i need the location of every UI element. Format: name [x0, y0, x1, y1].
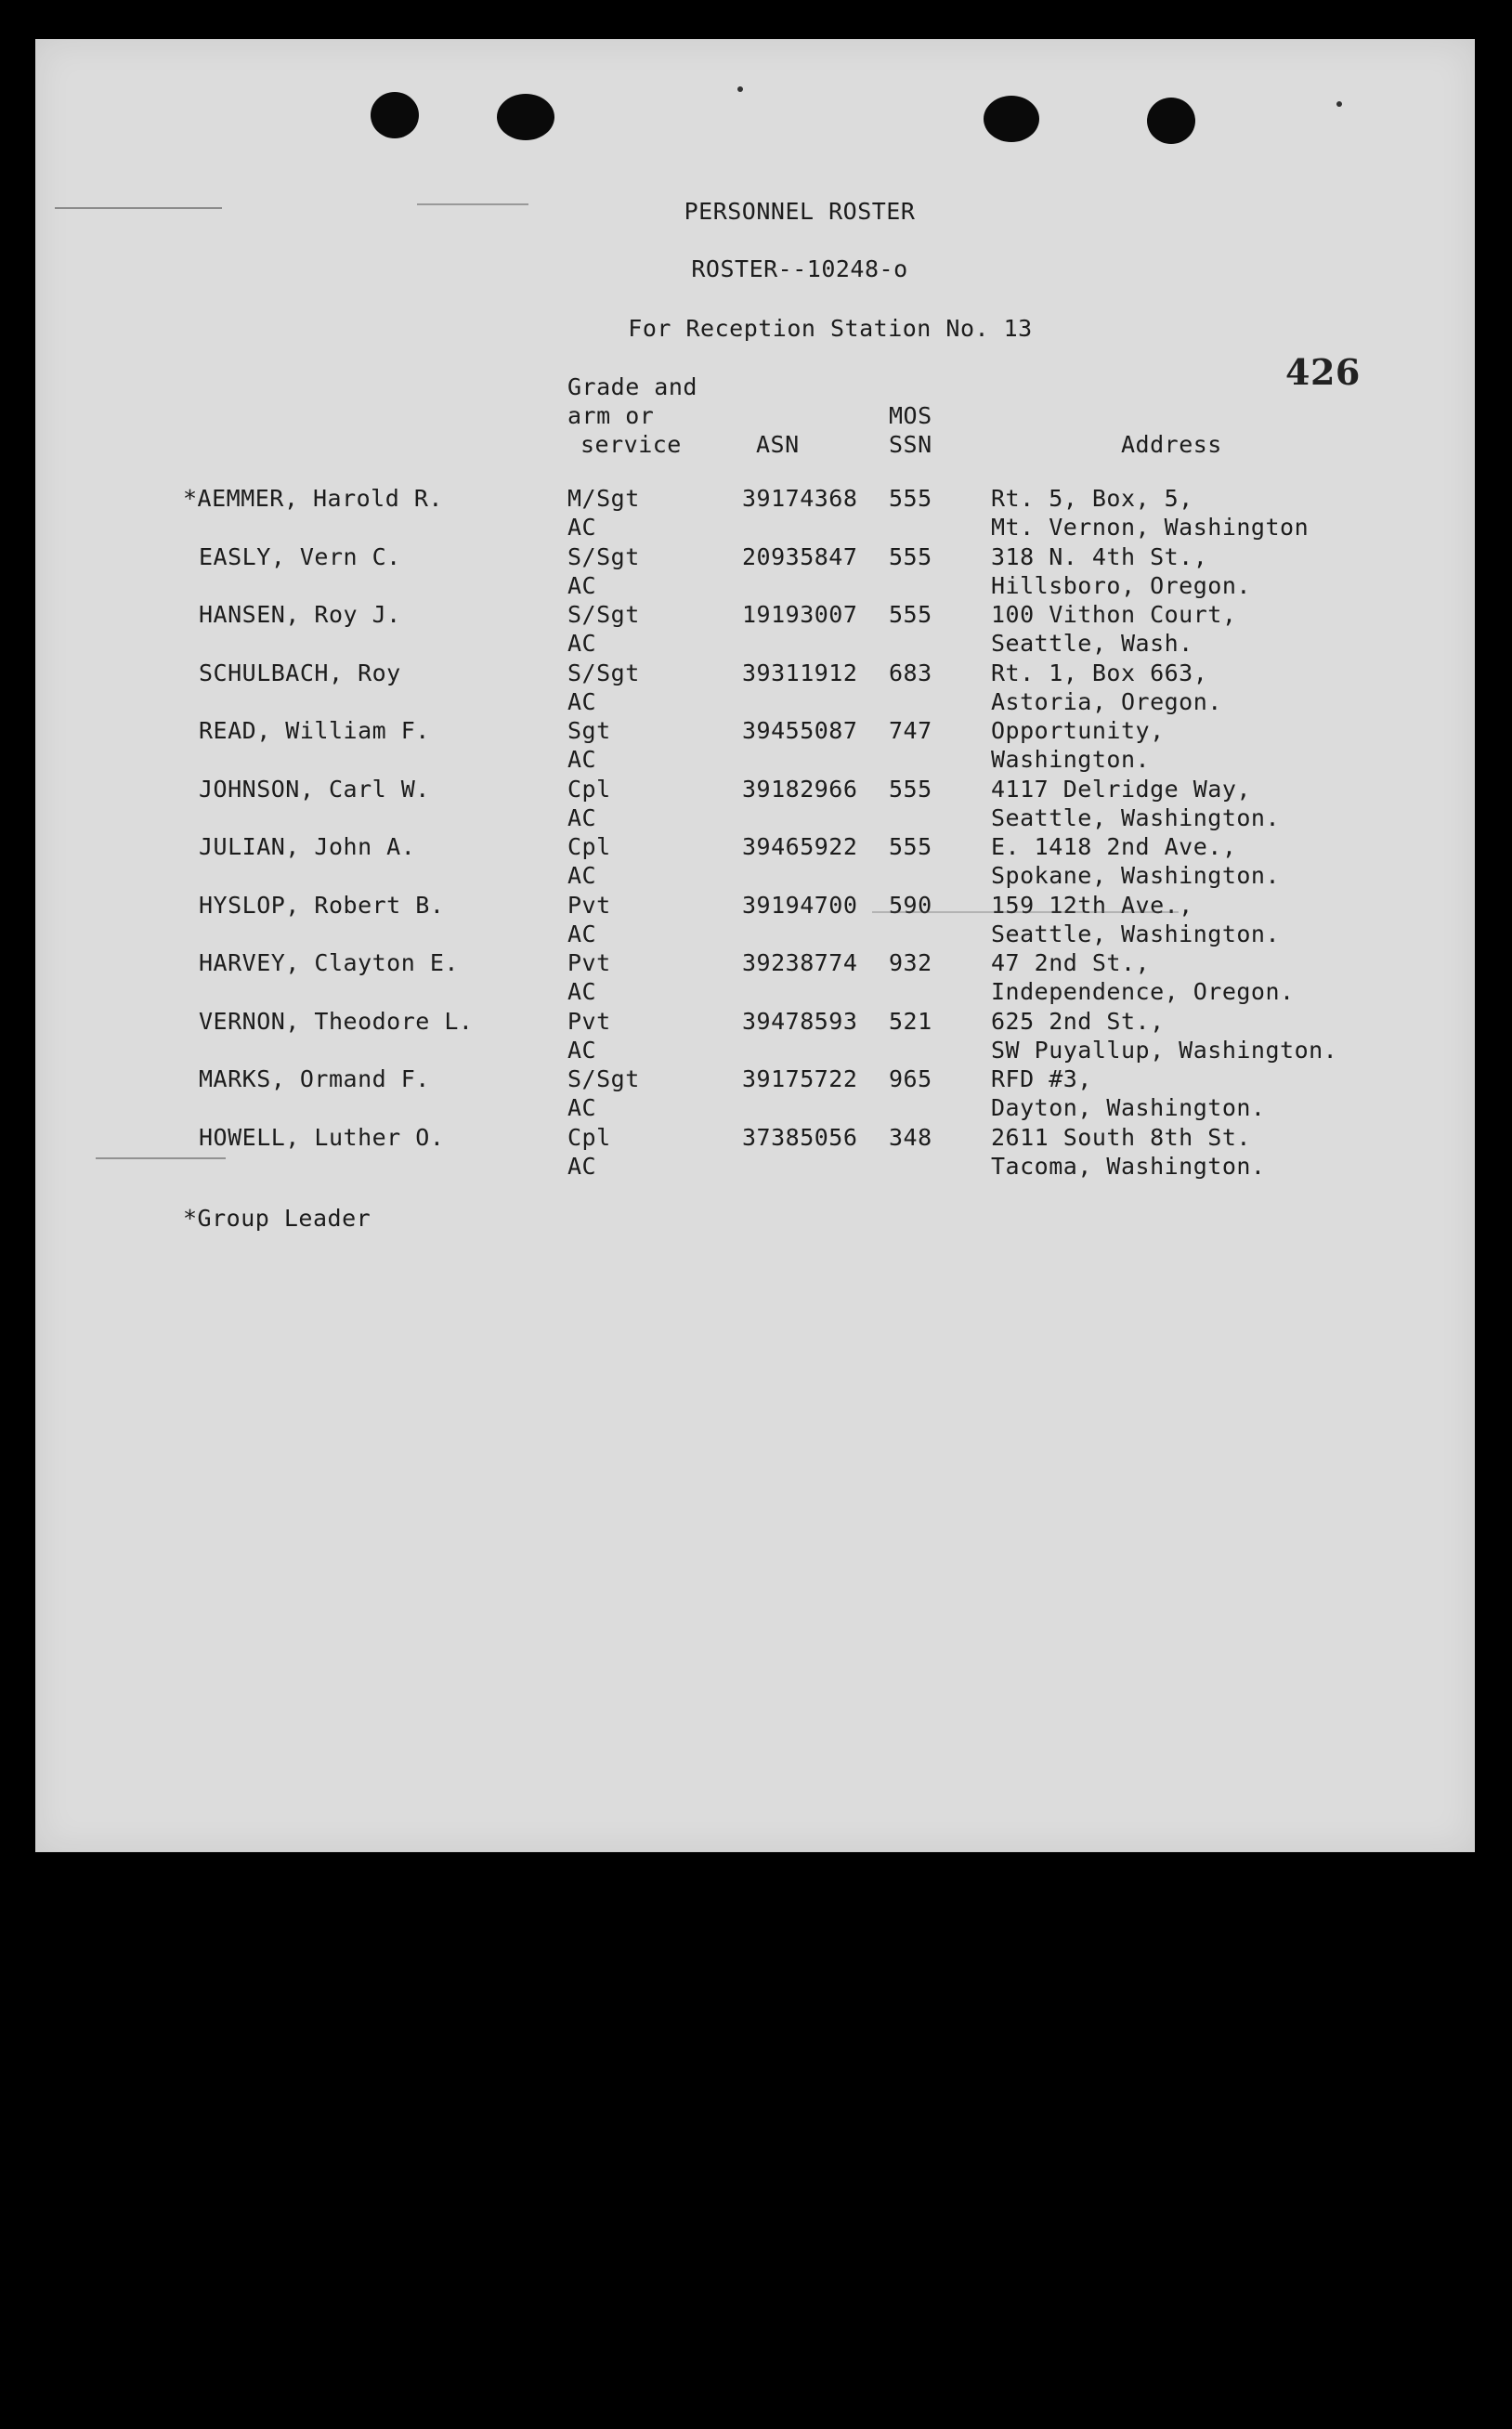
arm-cell: AC [567, 687, 597, 715]
header-grade-1: Grade and [567, 373, 697, 400]
mos-cell: 348 [889, 1123, 932, 1151]
asn-cell: 39194700 [742, 891, 858, 919]
arm-cell: AC [567, 514, 597, 541]
roster-number: ROSTER--10248-o [691, 255, 908, 282]
grade-cell: Cpl [567, 833, 611, 860]
punch-hole [497, 94, 554, 140]
address-line-1: Opportunity, [991, 717, 1165, 744]
address-line-2: Astoria, Oregon. [991, 687, 1222, 715]
arm-cell: AC [567, 746, 597, 773]
arm-cell: AC [567, 978, 597, 1005]
address-line-1: 47 2nd St., [991, 949, 1151, 976]
asn-cell: 39238774 [742, 949, 858, 976]
table-row [36, 775, 1474, 832]
asn-cell: 19193007 [742, 601, 858, 628]
grade-cell: Cpl [567, 775, 611, 803]
grade-cell: S/Sgt [567, 542, 640, 570]
address-line-1: 625 2nd St., [991, 1007, 1165, 1035]
asn-cell: 39182966 [742, 775, 858, 803]
address-line-1: 4117 Delridge Way, [991, 775, 1251, 803]
grade-cell: S/Sgt [567, 601, 640, 628]
address-line-1: 318 N. 4th St., [991, 542, 1208, 570]
grade-cell: Cpl [567, 1123, 611, 1151]
arm-cell: AC [567, 920, 597, 947]
address-line-2: Dayton, Washington. [991, 1094, 1266, 1121]
grade-cell: Pvt [567, 949, 611, 976]
mos-cell: 555 [889, 601, 932, 628]
mos-cell: 555 [889, 775, 932, 803]
header-mos: MOS [889, 402, 932, 429]
name-cell: HYSLOP, Robert B. [199, 891, 445, 919]
table-row [36, 659, 1474, 716]
asn-cell: 37385056 [742, 1123, 858, 1151]
address-line-2: Seattle, Washington. [991, 803, 1281, 831]
mos-cell: 521 [889, 1007, 932, 1035]
grade-cell: Pvt [567, 1007, 611, 1035]
address-line-2: Independence, Oregon. [991, 978, 1295, 1005]
mos-cell: 965 [889, 1065, 932, 1092]
name-cell: JULIAN, John A. [199, 833, 416, 860]
name-cell: JOHNSON, Carl W. [199, 775, 430, 803]
address-line-1: RFD #3, [991, 1065, 1092, 1092]
stray-mark [96, 1157, 226, 1159]
header-asn: ASN [756, 431, 800, 458]
table-row [36, 948, 1474, 1006]
mos-cell: 590 [889, 891, 932, 919]
stray-mark [872, 911, 1179, 913]
footnote: *Group Leader [183, 1205, 371, 1232]
arm-cell: AC [567, 1036, 597, 1064]
header-grade-2: arm or [567, 402, 655, 429]
grade-cell: S/Sgt [567, 1065, 640, 1092]
stray-mark [55, 207, 222, 209]
table-row [36, 600, 1474, 658]
grade-cell: Sgt [567, 717, 611, 744]
asn-cell: 39465922 [742, 833, 858, 860]
table-row [36, 832, 1474, 890]
table-row [36, 1064, 1474, 1122]
punch-hole [371, 92, 419, 138]
mos-cell: 555 [889, 833, 932, 860]
name-cell: SCHULBACH, Roy [199, 659, 401, 686]
arm-cell: AC [567, 630, 597, 657]
address-line-1: 100 Vithon Court, [991, 601, 1237, 628]
address-line-1: Rt. 5, Box, 5, [991, 485, 1193, 512]
arm-cell: AC [567, 803, 597, 831]
mos-cell: 555 [889, 542, 932, 570]
name-cell: READ, William F. [199, 717, 430, 744]
table-row [36, 484, 1474, 542]
arm-cell: AC [567, 571, 597, 599]
address-line-1: E. 1418 2nd Ave., [991, 833, 1237, 860]
name-cell: MARKS, Ormand F. [199, 1065, 430, 1092]
speck [737, 86, 743, 92]
arm-cell: AC [567, 862, 597, 889]
asn-cell: 20935847 [742, 542, 858, 570]
address-line-2: Seattle, Washington. [991, 920, 1281, 947]
name-cell: VERNON, Theodore L. [199, 1007, 474, 1035]
mos-cell: 683 [889, 659, 932, 686]
table-row [36, 1123, 1474, 1181]
address-line-2: Mt. Vernon, Washington [991, 514, 1310, 541]
mos-cell: 932 [889, 949, 932, 976]
grade-cell: Pvt [567, 891, 611, 919]
asn-cell: 39311912 [742, 659, 858, 686]
punch-hole [984, 96, 1039, 142]
speck [1336, 101, 1342, 107]
address-line-2: SW Puyallup, Washington. [991, 1036, 1338, 1064]
name-cell: HANSEN, Roy J. [199, 601, 401, 628]
address-line-2: Seattle, Wash. [991, 630, 1193, 657]
grade-cell: M/Sgt [567, 485, 640, 512]
stray-mark [417, 203, 528, 205]
table-row [36, 1007, 1474, 1064]
asn-cell: 39455087 [742, 717, 858, 744]
arm-cell: AC [567, 1094, 597, 1121]
address-line-2: Washington. [991, 746, 1151, 773]
page-number: 426 [1285, 351, 1361, 393]
address-line-2: Spokane, Washington. [991, 862, 1281, 889]
address-line-2: Hillsboro, Oregon. [991, 571, 1251, 599]
asn-cell: 39478593 [742, 1007, 858, 1035]
mos-cell: 555 [889, 485, 932, 512]
table-row [36, 891, 1474, 948]
header-ssn: SSN [889, 431, 932, 458]
name-cell: HARVEY, Clayton E. [199, 949, 459, 976]
station-line: For Reception Station No. 13 [628, 315, 1033, 342]
address-line-2: Tacoma, Washington. [991, 1152, 1266, 1180]
arm-cell: AC [567, 1152, 597, 1180]
asn-cell: 39175722 [742, 1065, 858, 1092]
header-address: Address [1121, 431, 1222, 458]
mos-cell: 747 [889, 717, 932, 744]
punch-hole [1147, 98, 1195, 144]
asn-cell: 39174368 [742, 485, 858, 512]
document-page [35, 39, 1475, 1852]
header-grade-3: service [580, 431, 682, 458]
name-cell: *AEMMER, Harold R. [183, 485, 443, 512]
address-line-1: Rt. 1, Box 663, [991, 659, 1208, 686]
table-row [36, 542, 1474, 600]
grade-cell: S/Sgt [567, 659, 640, 686]
address-line-1: 159 12th Ave., [991, 891, 1193, 919]
address-line-1: 2611 South 8th St. [991, 1123, 1251, 1151]
name-cell: HOWELL, Luther O. [199, 1123, 445, 1151]
table-row [36, 716, 1474, 774]
roster-title: PERSONNEL ROSTER [684, 198, 916, 225]
name-cell: EASLY, Vern C. [199, 542, 401, 570]
